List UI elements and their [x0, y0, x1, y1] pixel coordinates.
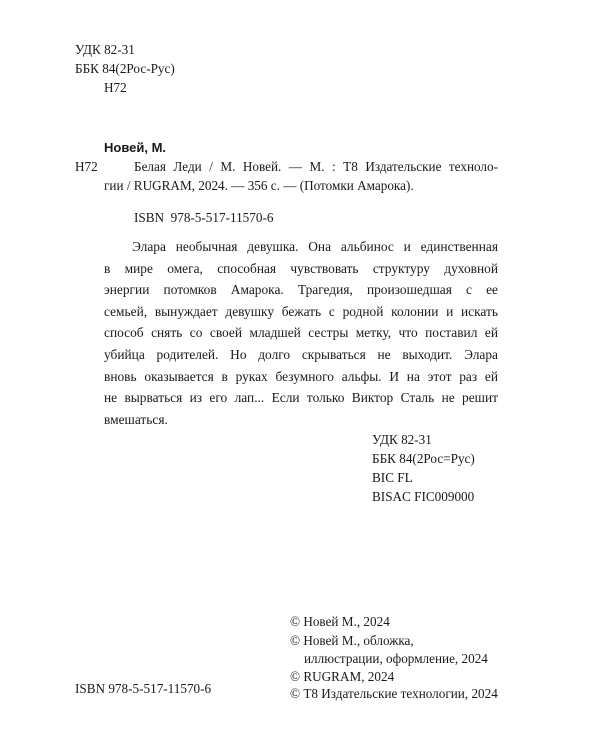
copyright-line: © Т8 Издательские технологии, 2024 — [290, 686, 498, 701]
annotation-line: в мире омега, способная чувствовать структуру духовной — [104, 260, 498, 276]
udk-code-right: УДК 82-31 — [372, 432, 432, 447]
author-heading: Новей, М. — [104, 140, 167, 155]
copyright-line: иллюстрации, оформление, 2024 — [304, 651, 488, 666]
bisac-code: BISAC FIC009000 — [372, 489, 475, 504]
annotation-line: способ снять со своей младшей сестры метку, что поставил ей — [104, 325, 498, 341]
bic-code: BIC FL — [372, 470, 413, 485]
annotation-line: вновь оказывается в руках безумного альфы. И на этот раз ей — [104, 368, 498, 384]
description-line-1 — [134, 159, 498, 175]
bbk-code: ББК 84(2Рос-Рус) — [75, 61, 175, 76]
udk-code: УДК 82-31 — [75, 42, 135, 57]
annotation-line: вмешаться. — [104, 411, 168, 427]
description-line-1-text: Белая Леди / М. Новей. — М. : Т8 Издательские техноло- — [134, 159, 498, 174]
bbk-code-right: ББК 84(2Рос=Рус) — [372, 451, 475, 466]
annotation-line: Элара необычная девушка. Она альбинос и единственная — [132, 239, 498, 254]
isbn-record: ISBN 978-5-517-11570-6 — [134, 210, 274, 225]
description-line-2: гии / RUGRAM, 2024. — 356 с. — (Потомки Амарока). — [104, 178, 414, 193]
side-author-mark: Н72 — [75, 159, 98, 174]
bottom-isbn: ISBN 978-5-517-11570-6 — [75, 681, 212, 696]
copyright-line: © Новей М., обложка, — [290, 633, 414, 648]
annotation-line: семьей, вынуждает девушку бежать с родной колонии и искать — [104, 303, 498, 319]
annotation-line: убийца родителей. Но долго скрываться не выходит. Элара — [104, 346, 498, 362]
annotation-line: энергии потомков Амарока. Трагедия, произошедшая с ее — [104, 282, 498, 298]
copyright-line: © RUGRAM, 2024 — [290, 669, 395, 684]
copyright-line: © Новей М., 2024 — [290, 614, 390, 629]
author-mark: Н72 — [104, 80, 127, 95]
annotation-line: не вырваться из его лап... Если только Виктор Сталь не решит — [104, 390, 498, 406]
annotation-paragraph — [104, 236, 498, 430]
